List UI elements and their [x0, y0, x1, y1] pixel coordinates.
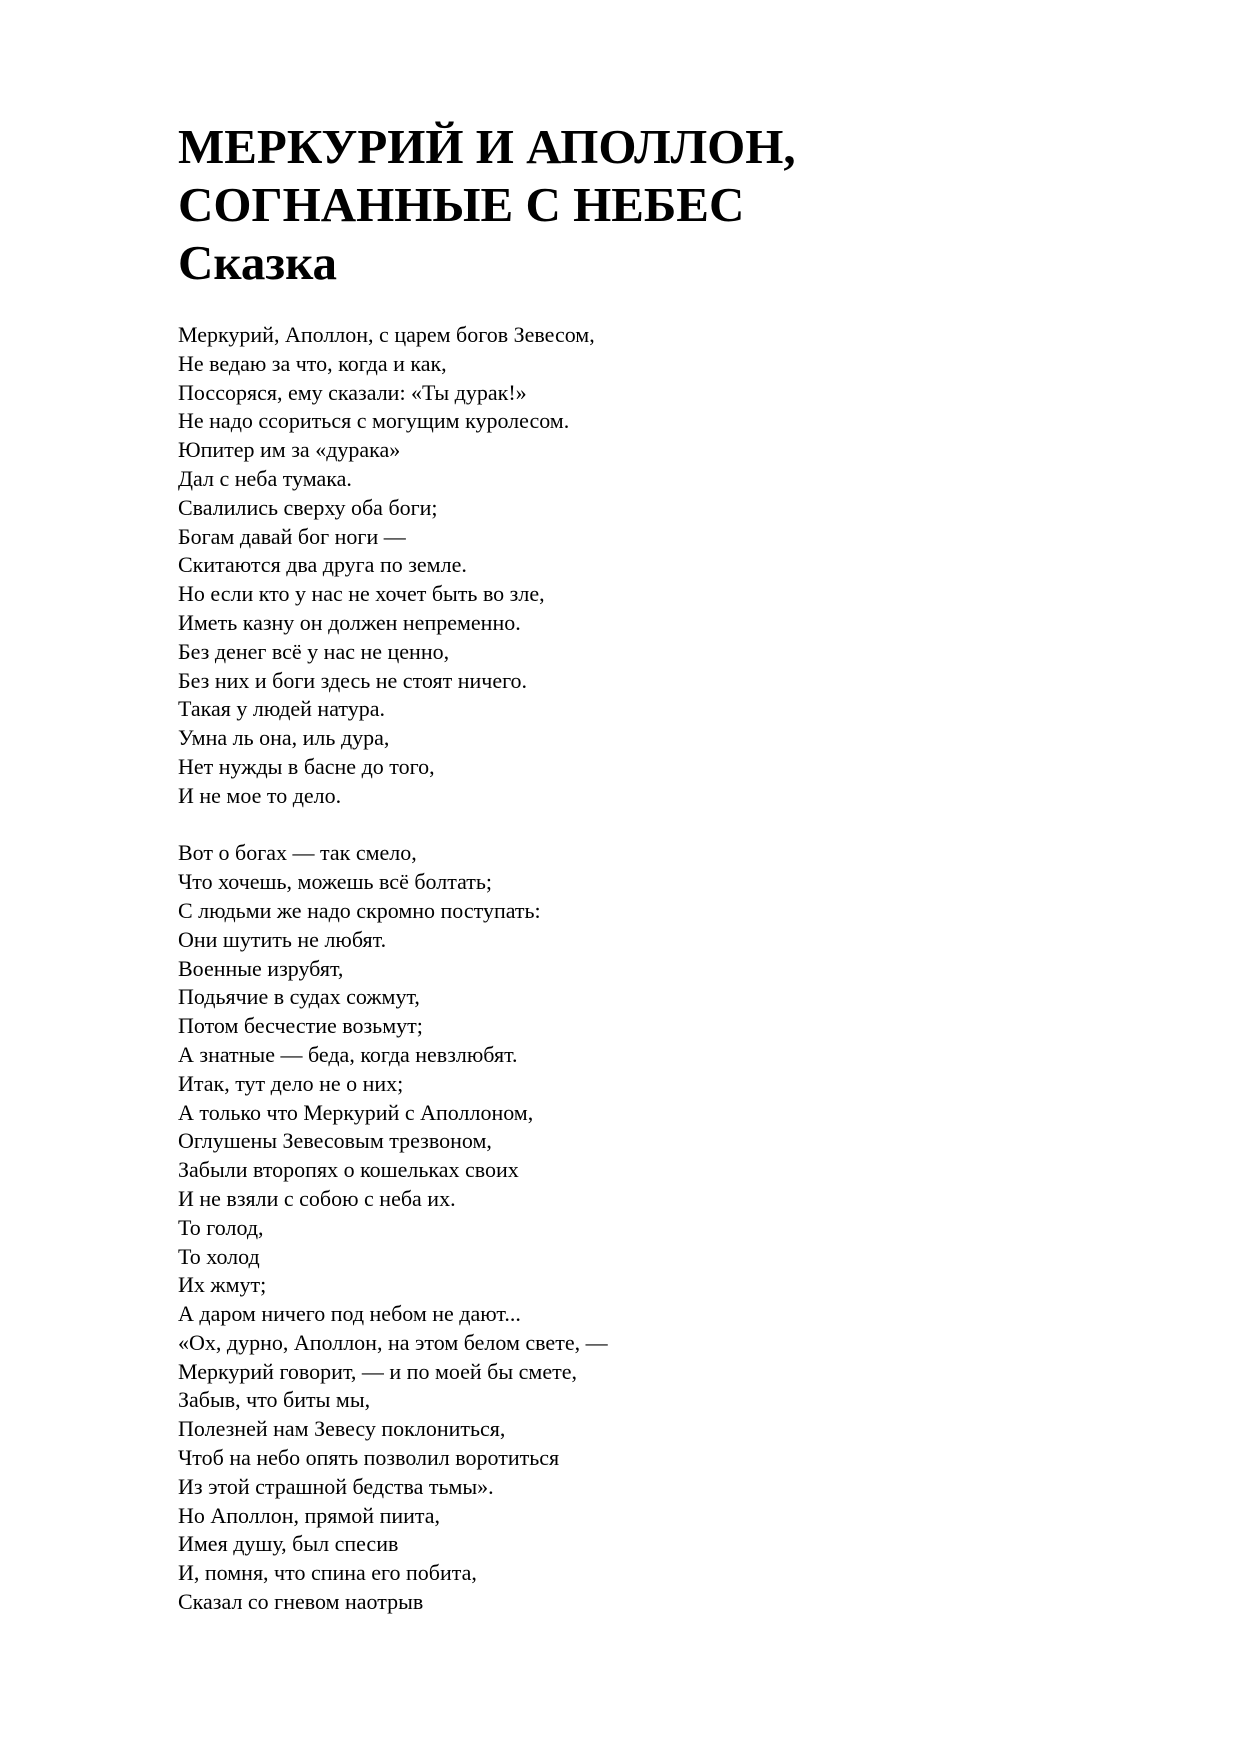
- poem-line: Но если кто у нас не хочет быть во зле,: [178, 581, 545, 607]
- poem-line: Дал с неба тумака.: [178, 465, 352, 491]
- poem-line: Без них и боги здесь не стоят ничего.: [178, 667, 528, 693]
- poem-line: Поссоряся, ему сказали: «Ты дурак!»: [178, 379, 527, 405]
- poem-line: Потом бесчестие возьмут;: [178, 1013, 423, 1039]
- poem-line: А только что Меркурий с Аполлоном,: [178, 1099, 534, 1125]
- poem-line: С людьми же надо скромно поступать:: [178, 897, 541, 923]
- title-line-1: МЕРКУРИЙ И АПОЛЛОН,: [178, 119, 796, 174]
- poem-line: Итак, тут дело не о них;: [178, 1070, 404, 1096]
- poem-line: А даром ничего под небом не дают...: [178, 1301, 521, 1327]
- poem-line: Юпитер им за «дурака»: [178, 437, 401, 463]
- poem-line: Их жмут;: [178, 1272, 267, 1298]
- title-subtitle: Сказка: [178, 235, 338, 290]
- poem-line: Свалились сверху оба боги;: [178, 494, 438, 520]
- poem-line: Иметь казну он должен непременно.: [178, 609, 521, 635]
- poem-body: [178, 321, 1138, 1617]
- poem-line: Забыли второпях о кошельках своих: [178, 1157, 519, 1183]
- poem-line: Полезней нам Зевесу поклониться,: [178, 1416, 506, 1442]
- stanza: [178, 321, 1138, 811]
- poem-line: Вот о богах — так смело,: [178, 840, 417, 866]
- poem-line: Скитаются два друга по земле.: [178, 552, 467, 578]
- stanza: [178, 839, 1138, 1617]
- poem-line: Не надо ссориться с могущим куролесом.: [178, 408, 570, 434]
- poem-line: И не мое то дело.: [178, 782, 342, 808]
- poem-line: Меркурий говорит, — и по моей бы смете,: [178, 1358, 577, 1384]
- poem-line: Но Аполлон, прямой пиита,: [178, 1502, 441, 1528]
- page-title: [178, 118, 1138, 292]
- poem-line: Они шутить не любят.: [178, 926, 387, 952]
- poem-line: Подьячие в судах сожмут,: [178, 984, 420, 1010]
- poem-line: Умна ль она, иль дура,: [178, 725, 390, 751]
- poem-line: Из этой страшной бедства тьмы».: [178, 1473, 494, 1499]
- poem-line: А знатные — беда, когда невзлюбят.: [178, 1041, 518, 1067]
- poem-line: «Ох, дурно, Аполлон, на этом белом свете, —: [178, 1329, 608, 1355]
- poem-line: Оглушены Зевесовым трезвоном,: [178, 1128, 492, 1154]
- poem-line: Сказал со гневом наотрыв: [178, 1589, 424, 1615]
- poem-line: Военные изрубят,: [178, 955, 344, 981]
- poem-line: И не взяли с собою с неба их.: [178, 1185, 456, 1211]
- poem-line: Нет нужды в басне до того,: [178, 753, 435, 779]
- poem-line: Меркурий, Аполлон, с царем богов Зевесом,: [178, 322, 595, 347]
- poem-line: Что хочешь, можешь всё болтать;: [178, 869, 493, 895]
- poem-line: Не ведаю за что, когда и как,: [178, 350, 447, 376]
- poem-line: То голод,: [178, 1214, 264, 1240]
- poem-line: Имея душу, был спесив: [178, 1531, 399, 1557]
- title-line-2: СОГНАННЫЕ С НЕБЕС: [178, 177, 745, 232]
- poem-line: И, помня, что спина его побита,: [178, 1560, 477, 1586]
- poem-line: Богам давай бог ноги —: [178, 523, 406, 549]
- poem-line: Без денег всё у нас не ценно,: [178, 638, 450, 664]
- poem-line: Чтоб на небо опять позволил воротиться: [178, 1445, 560, 1471]
- poem-line: Такая у людей натура.: [178, 696, 385, 722]
- poem-line: То холод: [178, 1243, 260, 1269]
- poem-line: Забыв, что биты мы,: [178, 1387, 371, 1413]
